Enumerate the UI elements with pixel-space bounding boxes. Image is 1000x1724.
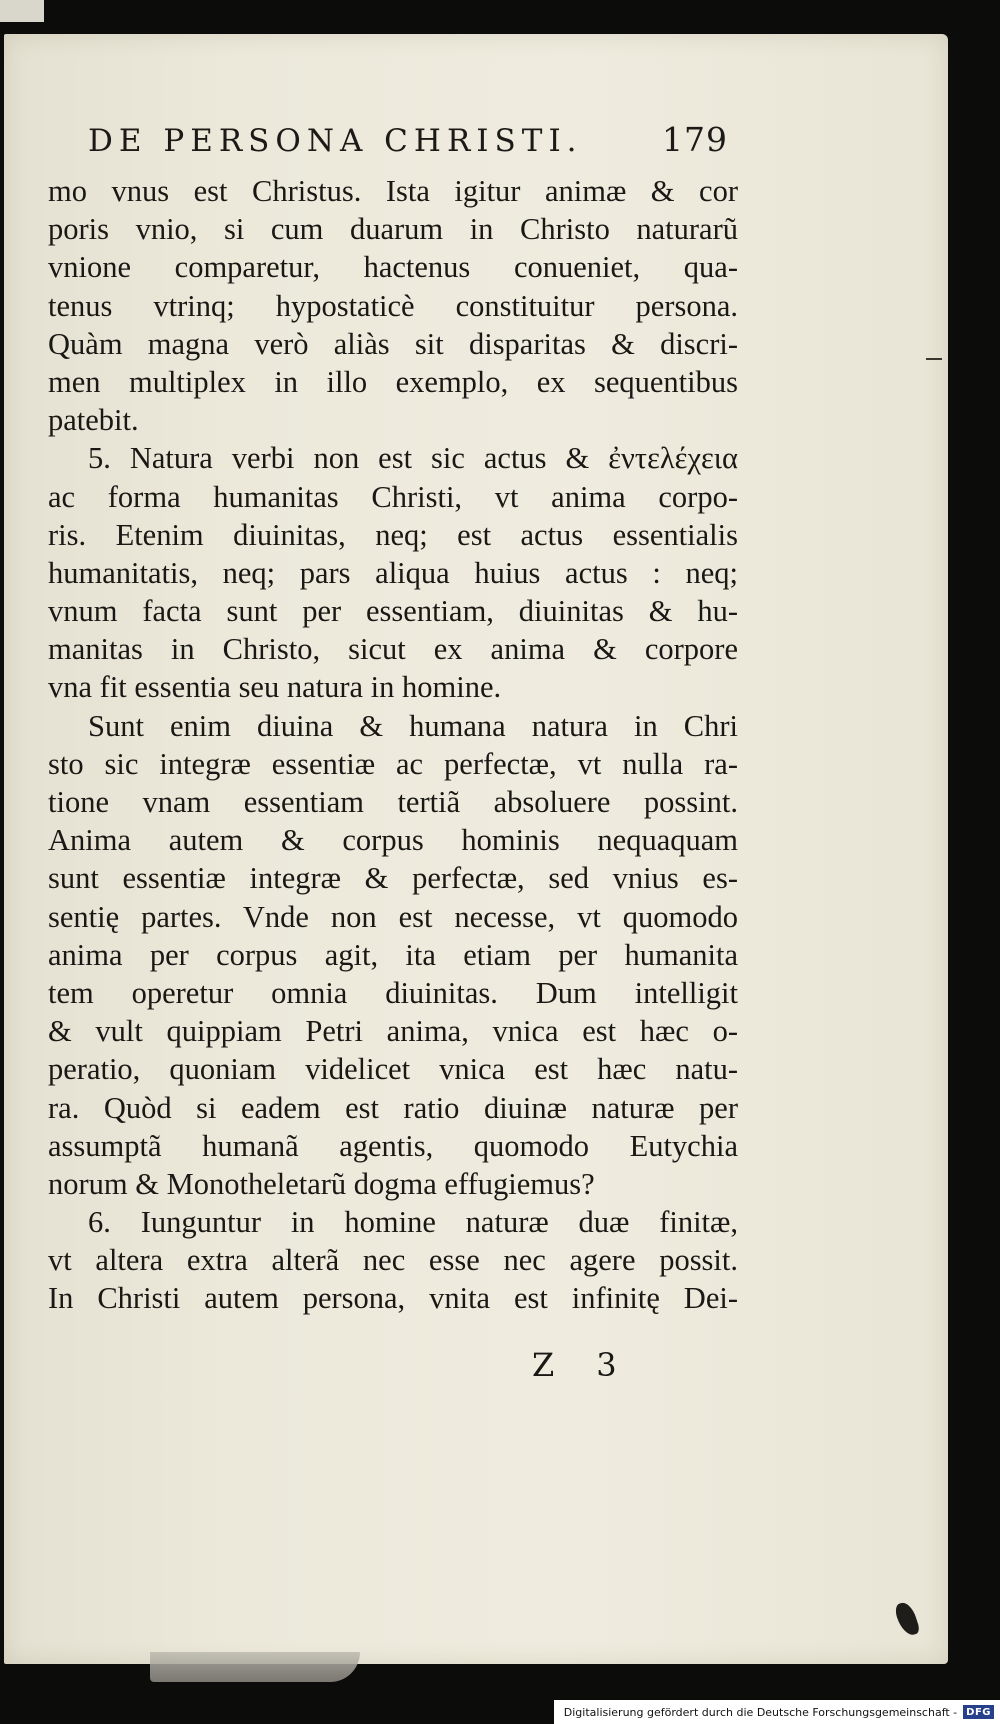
text-line: sto sic integræ essentiæ ac perfectæ, vt nulla ra- <box>48 746 738 781</box>
text-line: vna fit essentia seu natura in homine. <box>48 670 502 705</box>
text-line: In Christi autem persona, vnita est infinitę Dei- <box>48 1281 738 1316</box>
digitization-credit-bar <box>554 1700 1000 1724</box>
running-head-title: DE PERSONA CHRISTI. <box>88 123 583 159</box>
scan-corner-strip <box>0 0 44 22</box>
text-line: sunt essentiæ integræ & perfectæ, sed vnius es- <box>48 861 738 896</box>
text-line: 5. Natura verbi non est sic actus & ἐντελέχεια <box>88 441 738 476</box>
text-line: Anima autem & corpus hominis nequaquam <box>48 823 738 858</box>
text-line: patebit. <box>48 403 139 438</box>
signature-letter: Z <box>532 1346 555 1384</box>
text-line: manitas in Christo, sicut ex anima & corpore <box>48 632 738 667</box>
margin-tick-mark <box>926 358 942 360</box>
signature-mark <box>532 1346 617 1384</box>
text-line: men multiplex in illo exemplo, ex sequentibus <box>48 364 738 399</box>
text-line: anima per corpus agit, ita etiam per humanita <box>48 937 738 972</box>
text-line: humanitatis, neq; pars aliqua huius actus : neq; <box>48 555 738 590</box>
text-line: poris vnio, si cum duarum in Christo naturarũ <box>48 212 738 247</box>
text-line: tenus vtrinq; hypostaticè constituitur persona. <box>48 288 738 323</box>
text-line: ris. Etenim diuinitas, neq; est actus essentialis <box>48 517 738 552</box>
text-line: vnione comparetur, hactenus conueniet, qua- <box>48 250 738 285</box>
running-head <box>88 120 728 159</box>
text-line: & vult quippiam Petri anima, vnica est hæc o- <box>48 1014 738 1049</box>
text-line: vt altera extra alterã nec esse nec agere possit. <box>48 1243 738 1278</box>
text-line: Sunt enim diuina & humana natura in Chri <box>88 708 738 743</box>
text-line: 6. Iunguntur in homine naturæ duæ finitæ, <box>88 1205 738 1240</box>
page-number: 179 <box>662 120 728 159</box>
text-line: mo vnus est Christus. Ista igitur animæ & cor <box>48 174 738 208</box>
text-line: assumptã humanã agentis, quomodo Eutychia <box>48 1128 738 1163</box>
text-line: tem operetur omnia diuinitas. Dum intelligit <box>48 975 738 1010</box>
text-line: vnum facta sunt per essentiam, diuinitas & hu- <box>48 594 738 629</box>
text-line: Quàm magna verò aliàs sit disparitas & discri- <box>48 326 738 361</box>
text-line: ra. Quòd si eadem est ratio diuinæ naturæ per <box>48 1090 738 1125</box>
main-text-block <box>48 172 738 1318</box>
text-line: norum & Monotheletarũ dogma effugiemus? <box>48 1166 595 1201</box>
text-line: sentię partes. Vnde non est necesse, vt quomodo <box>48 899 738 934</box>
dfg-logo: DFG <box>963 1705 994 1719</box>
text-line: peratio, quoniam videlicet vnica est hæc natu- <box>48 1052 738 1087</box>
digitization-credit: Digitalisierung gefördert durch die Deutsche Forschungsgemeinschaft - <box>563 1705 958 1719</box>
signature-number: 3 <box>596 1346 617 1384</box>
page-fold-shadow <box>150 1652 360 1682</box>
text-line: tione vnam essentiam tertiã absoluere possint. <box>48 785 738 819</box>
text-line: ac forma humanitas Christi, vt anima corpo- <box>48 479 738 514</box>
